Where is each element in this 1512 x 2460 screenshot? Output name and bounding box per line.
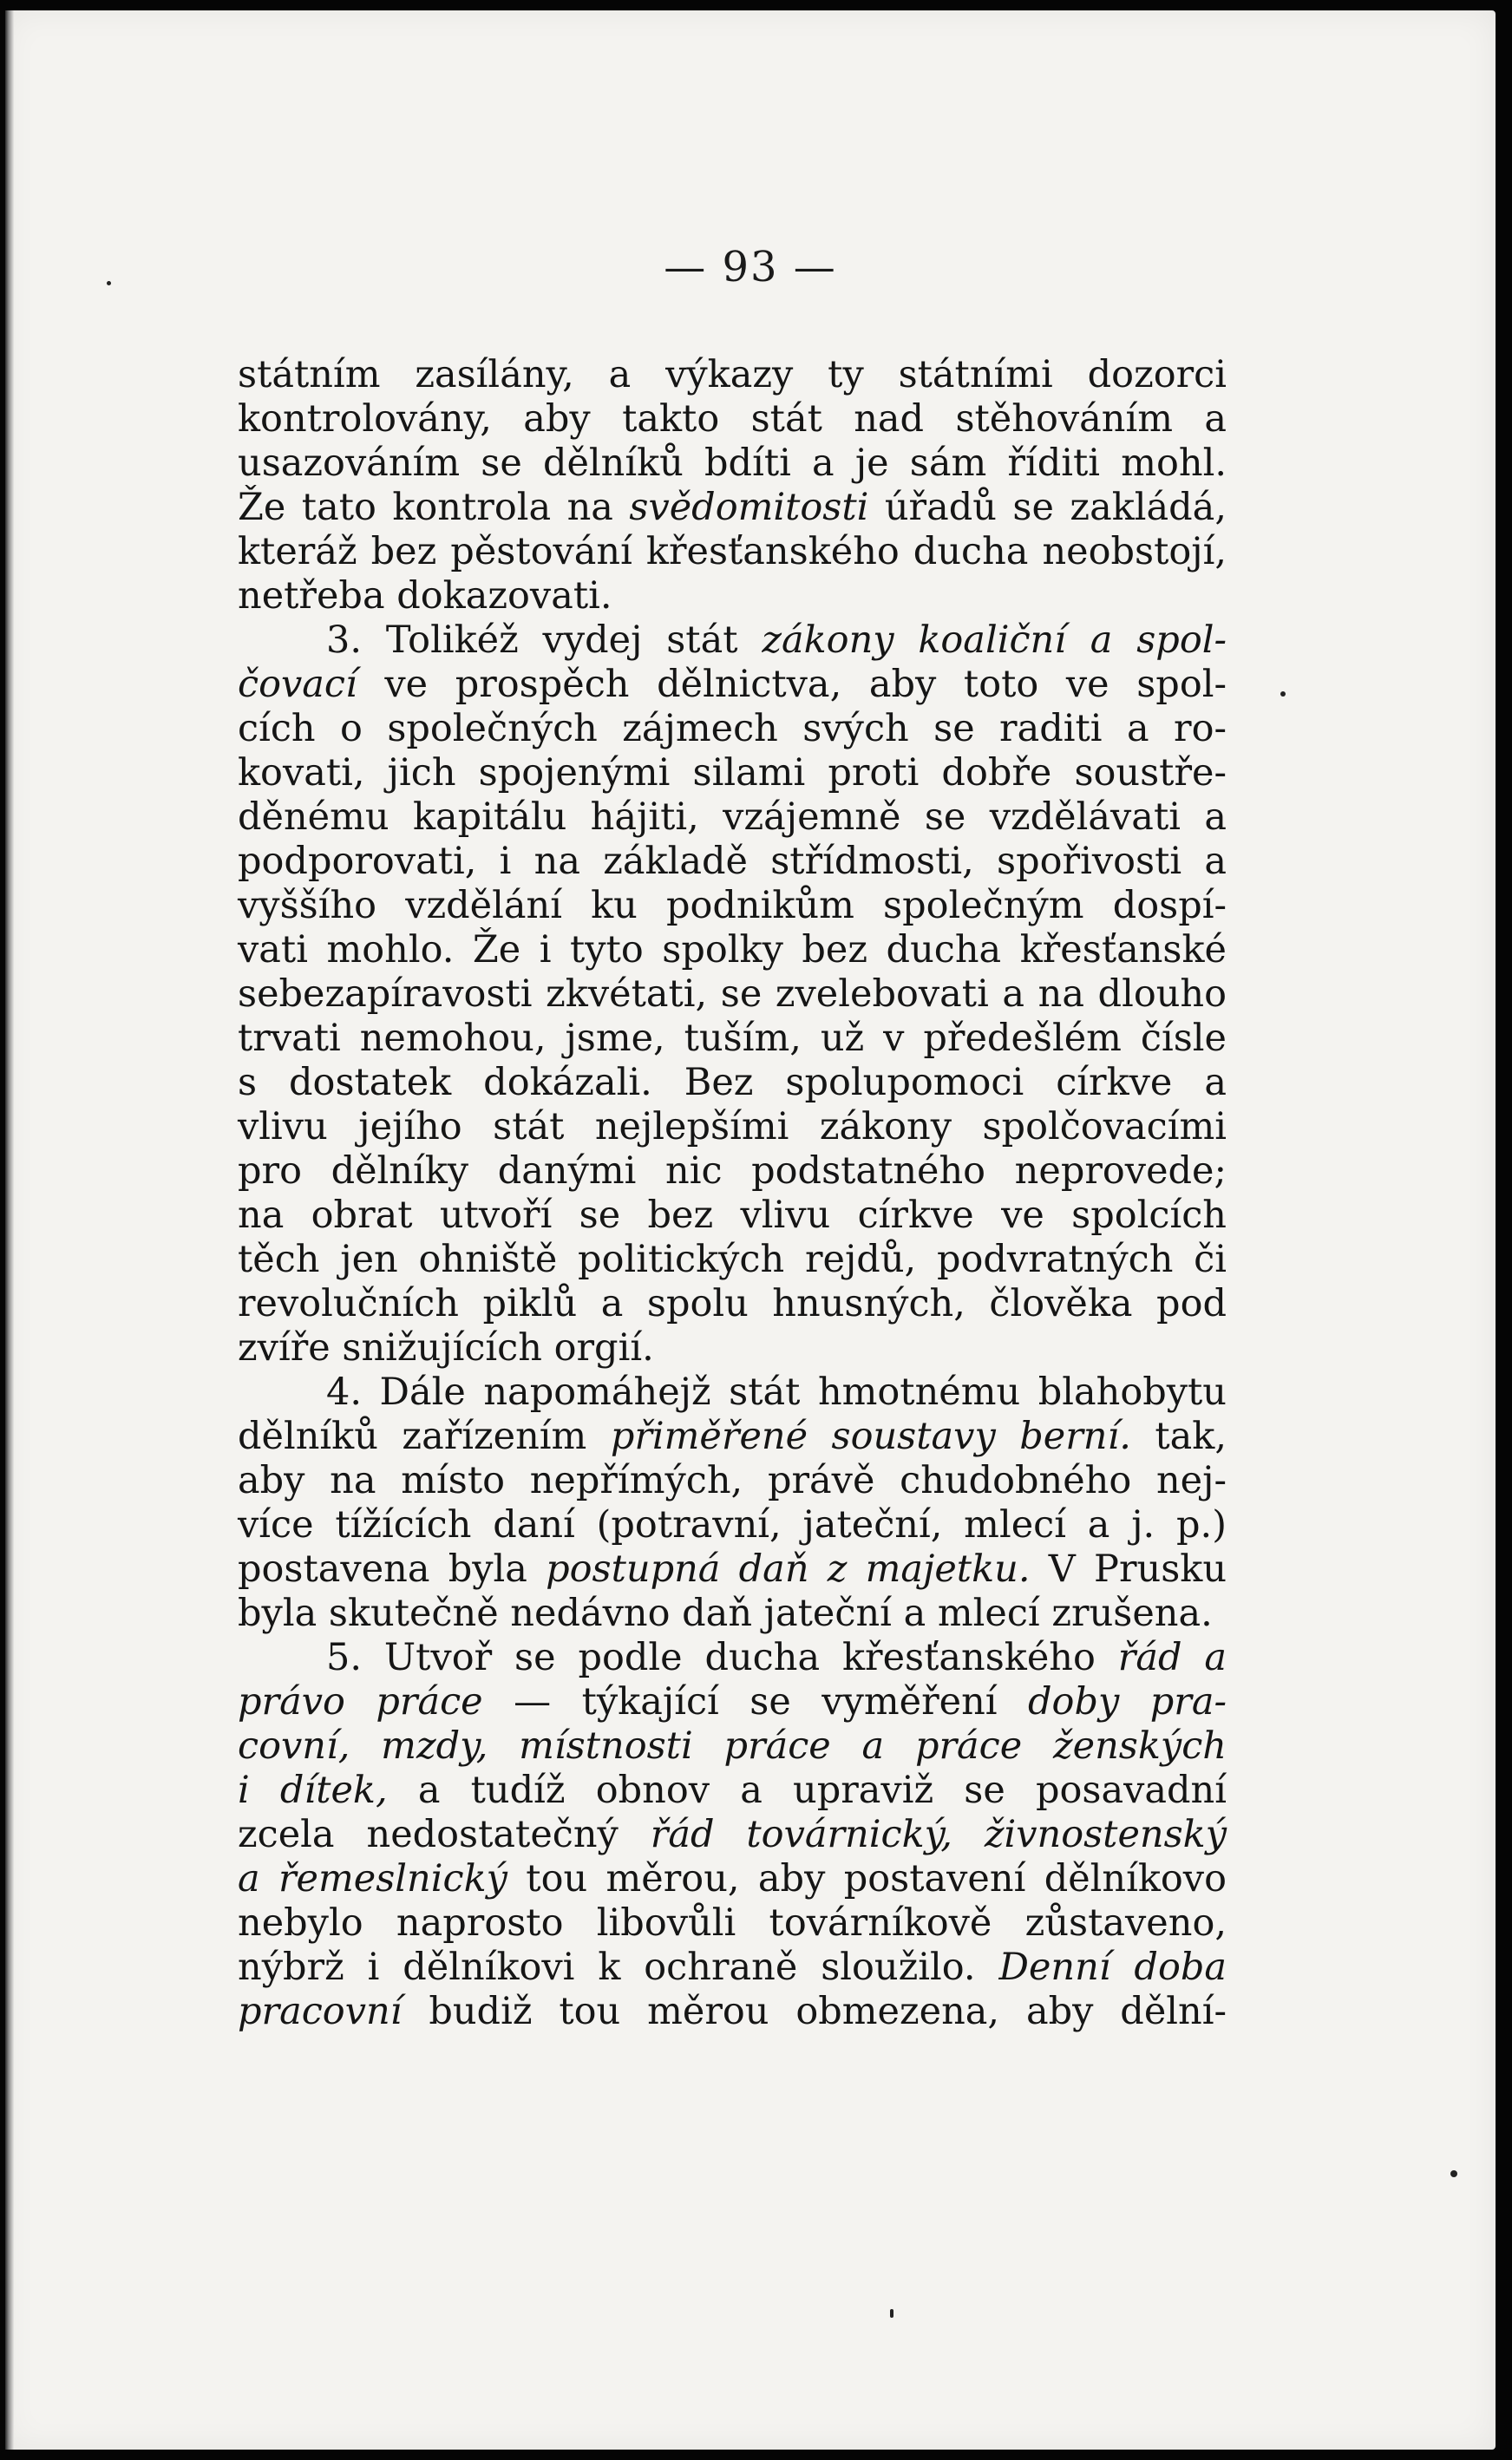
text-segment: 3. Tolikéž vydej stát: [326, 618, 763, 662]
text-line: [238, 1769, 1227, 1813]
text-segment: dělníků zařízením: [238, 1415, 611, 1458]
text-segment: — týkající se vyměření: [482, 1680, 1029, 1724]
text-line: [238, 1194, 1227, 1238]
text-line: [238, 663, 1227, 707]
text-segment: aby na místo nepřímých, právě chudobného nej-: [238, 1459, 1227, 1502]
italic-text: řád a: [1117, 1636, 1227, 1679]
text-segment: tak,: [1130, 1415, 1227, 1458]
text-segment: ve prospěch dělnictva, aby toto ve spol-: [357, 663, 1227, 706]
text-line: [238, 1415, 1227, 1459]
text-line: [238, 530, 1227, 574]
text-line: [238, 1547, 1227, 1592]
text-segment: 4. Dále napomáhejž stát hmotnému blahobytu: [326, 1371, 1227, 1414]
text-segment: V Prusku: [1030, 1547, 1227, 1591]
text-line: [238, 1105, 1227, 1149]
text-line: [238, 972, 1227, 1017]
text-line: [238, 795, 1227, 840]
text-line: [238, 397, 1227, 442]
text-segment: vati mohlo. Že i tyto spolky bez ducha křesťanské: [238, 928, 1227, 972]
text-segment: usazováním se dělníků bdíti a je sám říditi mohl.: [238, 442, 1227, 485]
text-segment: a tudíž obnov a upraviž se posavadní: [387, 1769, 1227, 1812]
text-line: [238, 1371, 1227, 1415]
text-segment: 5. Utvoř se podle ducha křesťanského: [326, 1636, 1118, 1679]
text-line: [238, 1592, 1227, 1636]
italic-text: doby pra-: [1028, 1680, 1227, 1724]
text-line: [238, 1061, 1227, 1105]
text-segment: více tížících daní (potravní, jateční, mlecí a j. p.): [238, 1503, 1227, 1547]
italic-text: zákony koaliční a spol-: [762, 618, 1227, 662]
text-line: [238, 751, 1227, 795]
italic-text: svědomitosti: [629, 486, 869, 529]
text-line: [238, 1238, 1227, 1282]
text-segment: pro dělníky danými nic podstatného neprovede;: [238, 1149, 1227, 1193]
text-line: [238, 1282, 1227, 1326]
italic-text: Denní doba: [998, 1946, 1227, 1989]
text-segment: na obrat utvoří se bez vlivu církve ve spolcích: [238, 1194, 1227, 1237]
text-segment: nebylo naprosto libovůli továrníkově zůstaveno,: [238, 1901, 1227, 1945]
page-number: — 93 —: [664, 243, 837, 291]
text-line: [238, 1017, 1227, 1061]
text-line: [238, 928, 1227, 972]
text-segment: úřadů se zakládá,: [868, 486, 1227, 529]
text-segment: kontrolovány, aby takto stát nad stěhováním a: [238, 397, 1227, 441]
text-line: [238, 574, 1227, 618]
text-segment: cích o společných zájmech svých se raditi a ro-: [238, 707, 1227, 750]
text-segment: postavena byla: [238, 1547, 547, 1591]
text-line: [238, 353, 1227, 397]
text-line: [238, 486, 1227, 530]
text-segment: tou měrou, aby postavení dělníkovo: [507, 1857, 1227, 1901]
text-line: [238, 442, 1227, 486]
text-line: [238, 884, 1227, 928]
text-segment: zvíře snižujících orgií.: [238, 1326, 654, 1370]
text-line: [238, 1149, 1227, 1194]
italic-text: covní, mzdy, místnosti práce a práce ženských: [238, 1724, 1227, 1768]
text-line: [238, 1636, 1227, 1680]
text-line: [238, 1326, 1227, 1371]
text-segment: byla skutečně nedávno daň jateční a mlecí zrušena.: [238, 1592, 1213, 1635]
text-segment: sebezapíravosti zkvétati, se zvelebovati a na dlouho: [238, 972, 1227, 1016]
text-line: [238, 707, 1227, 751]
italic-text: postupná daň z majetku.: [546, 1547, 1031, 1591]
text-segment: státním zasílány, a výkazy ty státními dozorci: [238, 353, 1227, 396]
text-line: [238, 1724, 1227, 1769]
text-line: [238, 1813, 1227, 1857]
text-segment: vyššího vzdělání ku podnikům společným dospí-: [238, 884, 1227, 927]
italic-text: přiměřené soustavy berní.: [610, 1415, 1131, 1458]
text-line: [238, 1680, 1227, 1724]
text-line: [238, 1990, 1227, 2034]
italic-text: i dítek,: [238, 1769, 388, 1812]
italic-text: právo práce: [238, 1680, 483, 1724]
text-segment: podporovati, i na základě střídmosti, spořivosti a: [238, 840, 1227, 883]
ink-speck: [107, 281, 111, 285]
text-segment: nýbrž i dělníkovi k ochraně sloužilo.: [238, 1946, 999, 1989]
italic-text: řád továrnický, živnostenský: [650, 1813, 1227, 1856]
text-line: [238, 840, 1227, 884]
ink-speck: [890, 2309, 893, 2318]
text-segment: těch jen ohniště politických rejdů, podvratných či: [238, 1238, 1227, 1281]
italic-text: a řemeslnický: [238, 1857, 507, 1901]
text-segment: kteráž bez pěstování křesťanského ducha neobstojí,: [238, 530, 1227, 573]
text-line: [238, 1857, 1227, 1901]
ink-speck: [1280, 691, 1286, 697]
page-edge-shadow: [5, 10, 14, 2450]
text-segment: revolučních piklů a spolu hnusných, člověka pod: [238, 1282, 1227, 1325]
text-line: [238, 1901, 1227, 1946]
text-line: [238, 618, 1227, 663]
text-line: [238, 1946, 1227, 1990]
text-segment: kovati, jich spojenými silami proti dobře soustře-: [238, 751, 1227, 795]
text-segment: vlivu jejího stát nejlepšími zákony spolčovacími: [238, 1105, 1227, 1148]
body-text: [238, 353, 1227, 2034]
text-line: [238, 1503, 1227, 1547]
italic-text: pracovní: [238, 1990, 403, 2033]
text-line: [238, 1459, 1227, 1503]
ink-speck: [1450, 2170, 1457, 2177]
text-segment: Že tato kontrola na: [238, 486, 630, 529]
text-segment: budiž tou měrou obmezena, aby dělní-: [402, 1990, 1227, 2033]
text-segment: děnému kapitálu hájiti, vzájemně se vzdělávati a: [238, 795, 1227, 839]
text-segment: zcela nedostatečný: [238, 1813, 651, 1856]
italic-text: čovací: [238, 663, 357, 706]
book-page: [5, 10, 1496, 2450]
text-segment: s dostatek dokázali. Bez spolupomoci církve a: [238, 1061, 1227, 1104]
text-segment: trvati nemohou, jsme, tuším, už v předešlém čísle: [238, 1017, 1227, 1060]
text-segment: netřeba dokazovati.: [238, 574, 612, 618]
